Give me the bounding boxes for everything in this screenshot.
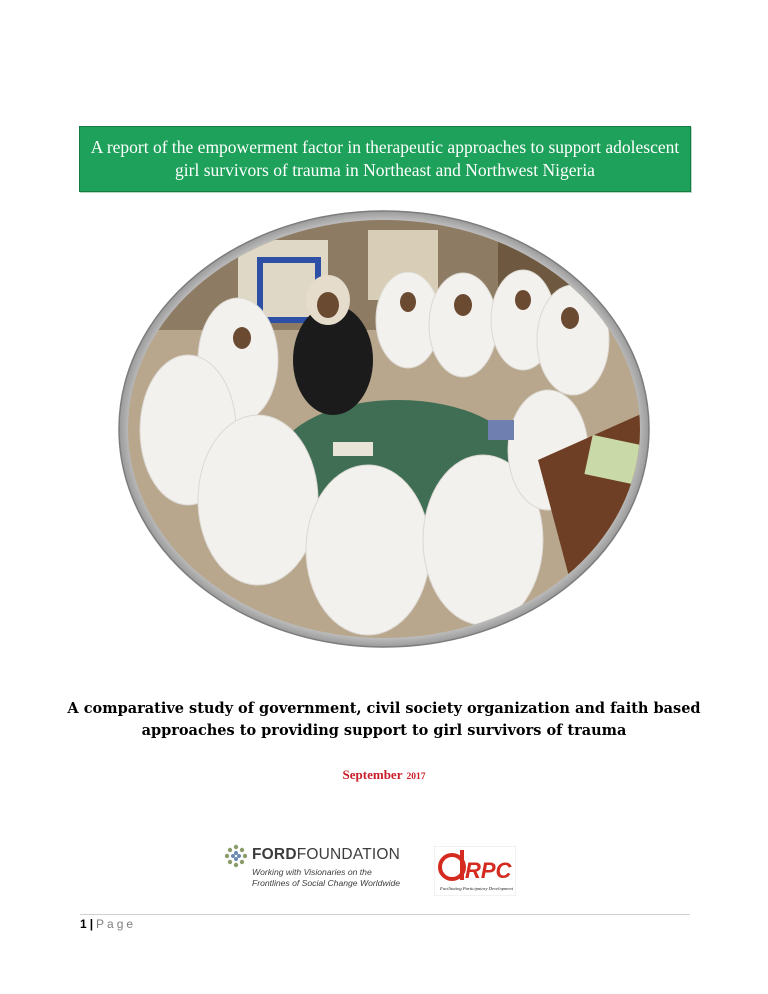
page-number: 1 [80,917,87,931]
ford-foundation-dots-icon [224,844,248,868]
cover-photo [118,210,650,648]
drpc-logo [434,846,516,896]
date-month: September [342,767,403,782]
ford-foundation-logo [222,842,412,896]
ford-foundation-name: FORDFOUNDATION [252,846,401,863]
svg-text:RPC: RPC [465,858,512,883]
ford-foundation-tagline: Working with Visionaries on the Frontlines of Social Change Worldwide [252,867,401,888]
cover-photo-illustration [118,210,650,648]
footer-rule [80,914,690,915]
svg-text:Facilitating Participatory Dev: Facilitating Participatory Development [440,886,513,891]
report-date [60,766,708,784]
date-year: 2017 [406,772,426,782]
footer-separator: | [89,917,94,931]
page-label: Page [96,917,137,931]
report-title: A report of the empowerment factor in therapeutic approaches to support adolescent girl survivors of trauma in Northeast and Northwest Nigeria [90,137,680,180]
report-subtitle: A comparative study of government, civil society organization and faith based approaches to providing support to girl survivors of trauma [67,700,701,739]
page-footer [80,917,136,931]
drpc-logo-icon [434,846,516,896]
title-banner [79,126,691,192]
